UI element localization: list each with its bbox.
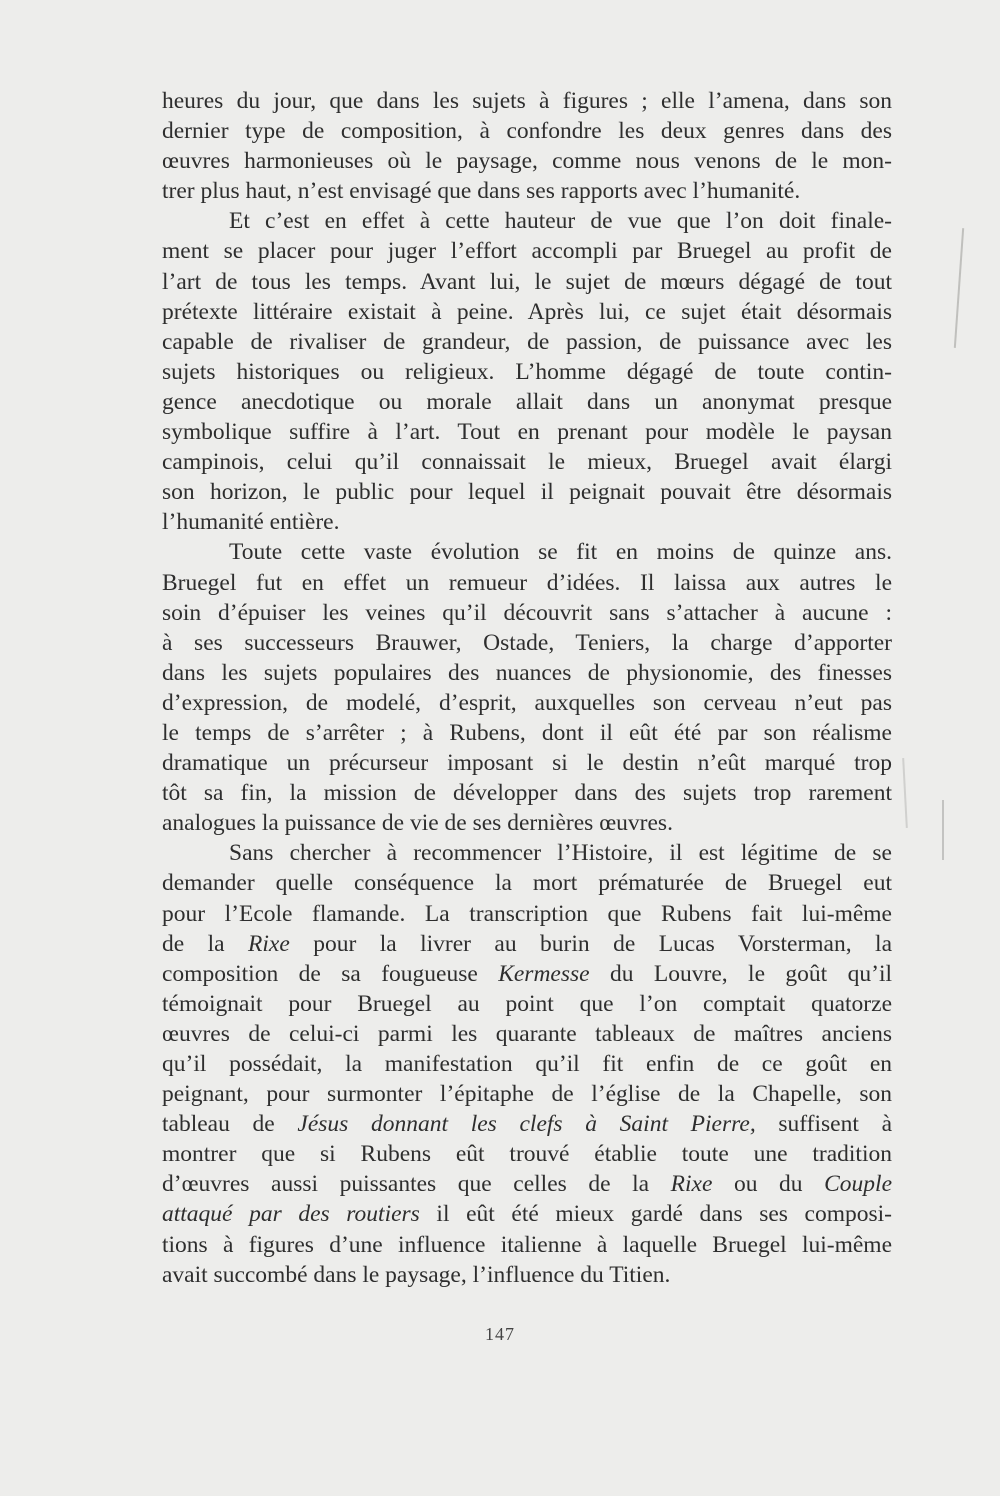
text-line: Et c’est en effet à cette hauteur de vue que l’on doit finale- [229,208,892,235]
italic-title: Rixe [670,1171,713,1198]
text-line: Sans chercher à recommencer l’Histoire, il est légitime de se [229,840,892,867]
body-text [162,86,892,1290]
text-line: d’expression, de modelé, d’esprit, auxquelles son cerveau n’eut pas [162,689,892,716]
text-line: attaqué par des routiers il eût été mieux gardé dans ses composi- [162,1201,892,1228]
text-line: campinois, celui qu’il connaissait le mieux, Bruegel avait élargi [162,449,892,476]
italic-title: Kermesse [498,960,590,987]
text-line: œuvres de celui-ci parmi les quarante tableaux de maîtres anciens [162,1020,892,1047]
text-line: de la Rixe pour la livrer au burin de Lucas Vorsterman, la [162,930,892,957]
text-line: ment se placer pour juger l’effort accompli par Bruegel au profit de [162,238,892,265]
text-line: avait succombé dans le paysage, l’influence du Titien. [162,1261,671,1288]
text-line: demander quelle conséquence la mort prématurée de Bruegel eut [162,870,892,897]
text-line: composition de sa fougueuse Kermesse du Louvre, le goût qu’il [162,960,893,987]
text-line: son horizon, le public pour lequel il peignait pouvait être désormais [162,479,892,506]
text-line: l’art de tous les temps. Avant lui, le sujet de mœurs dégagé de tout [162,268,892,295]
text-line: d’œuvres aussi puissantes que celles de la Rixe ou du Couple [162,1171,893,1198]
text-line: témoignait pour Bruegel au point que l’on comptait quatorze [162,990,892,1017]
text-line: dramatique un précurseur imposant si le destin n’eût marqué trop [162,750,892,777]
text-line: sujets historiques ou religieux. L’homme dégagé de toute contin- [162,358,892,385]
text-line: dernier type de composition, à confondre les deux genres dans des [162,118,892,145]
margin-mark [954,228,964,348]
italic-title: Rixe [248,930,290,957]
text-line: l’humanité entière. [162,509,340,536]
italic-title: attaqué par des routiers [162,1201,420,1228]
text-line: soin d’épuiser les veines qu’il découvrit sans s’attacher à aucune : [162,599,892,626]
text-line: œuvres harmonieuses où le paysage, comme nous venons de le mon- [162,148,892,175]
text-line: dans les sujets populaires des nuances de physionomie, des finesses [162,659,892,686]
text-line: Bruegel fut en effet un remueur d’idées. Il laissa aux autres le [162,569,892,596]
text-line: capable de rivaliser de grandeur, de passion, de puissance avec les [162,328,892,355]
text-line: le temps de s’arrêter ; à Rubens, dont il eût été par son réalisme [162,719,892,746]
text-line: analogues la puissance de vie de ses dernières œuvres. [162,810,673,837]
text-line: qu’il possédait, la manifestation qu’il fit enfin de ce goût en [162,1051,892,1077]
text-line: symbolique suffire à l’art. Tout en prenant pour modèle le paysan [162,419,892,446]
italic-title: Jésus donnant les clefs à Saint Pierre, [297,1111,756,1138]
text-line: prétexte littéraire existait à peine. Après lui, ce sujet était désormais [162,298,892,325]
text-line: tôt sa fin, la mission de développer dans des sujets trop rarement [162,780,892,807]
text-line: tableau de Jésus donnant les clefs à Saint Pierre, suffisent à [162,1111,893,1138]
text-line: heures du jour, que dans les sujets à figures ; elle l’amena, dans son [162,88,892,114]
text-line: gence anecdotique ou morale allait dans un anonymat presque [162,388,892,415]
text-line: pour l’Ecole flamande. La transcription que Rubens fait lui-même [162,900,892,927]
text-line: trer plus haut, n’est envisagé que dans ses rapports avec l’humanité. [162,178,801,205]
text-line: à ses successeurs Brauwer, Ostade, Teniers, la charge d’apporter [162,629,892,656]
italic-title: Couple [824,1171,893,1198]
text-line: Toute cette vaste évolution se fit en moins de quinze ans. [229,539,892,566]
text-line: tions à figures d’une influence italienne à laquelle Bruegel lui-même [162,1231,892,1258]
page-number: 147 [485,1324,515,1344]
text-line: peignant, pour surmonter l’épitaphe de l’église de la Chapelle, son [162,1081,892,1108]
margin-mark [902,758,907,828]
text-line: montrer que si Rubens eût trouvé établie toute une tradition [162,1141,892,1168]
margin-mark [942,800,944,860]
